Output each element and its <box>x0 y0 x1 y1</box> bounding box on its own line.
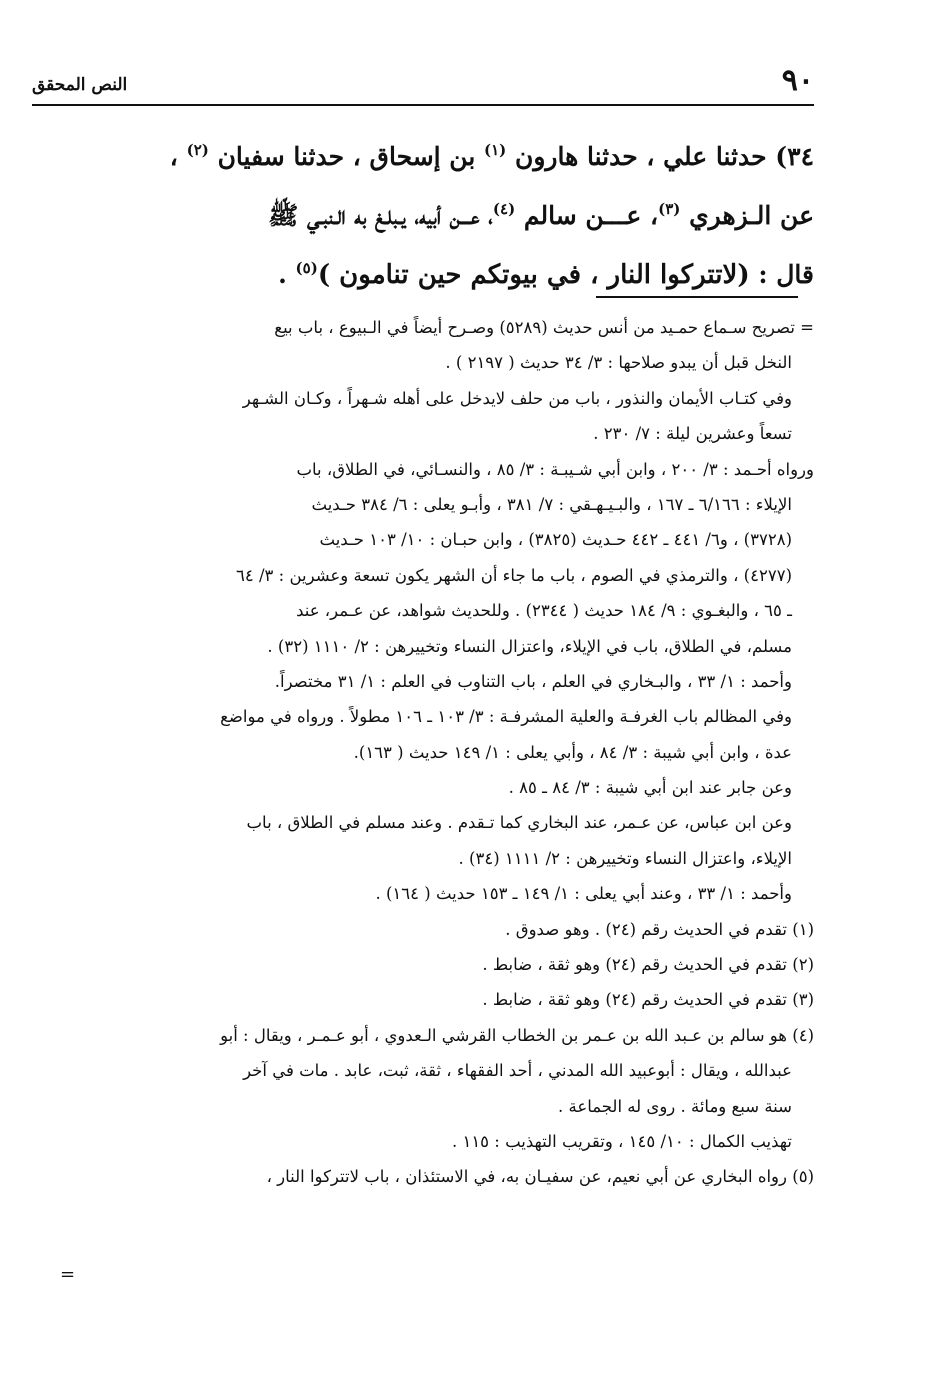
footnote-line: وأحمد : ١/ ٣٣ ، وعند أبي يعلى : ١/ ١٤٩ ـ ١٥٣ حديث ( ١٦٤) . <box>375 884 792 904</box>
footnote-separator <box>596 296 798 298</box>
continuation-mark: = <box>60 1264 76 1285</box>
hadith-text <box>32 124 814 302</box>
hadith-line-1: ٣٤) حدثنا علي ، حدثنا هارون $^{(١)}$ بن إسحاق ، حدثنا سفيان $^{(٢)}$ ، <box>169 141 814 171</box>
footnote-1: (١) تقدم في الحديث رقم (٢٤) . وهو صدوق . <box>505 919 814 939</box>
footnote-line: وفي المظالم باب الغرفـة والعلية المشرفـة : ٣/ ١٠٣ ـ ١٠٦ مطولاً . ورواه في مواضع <box>220 707 792 727</box>
page-header <box>32 62 814 106</box>
footnote-ref-1[interactable]: (١) <box>484 141 507 159</box>
footnote-2: (٢) تقدم في الحديث رقم (٢٤) وهو ثقة ، ضابط . <box>482 955 814 975</box>
footnote-line: النخل قبل أن يبدو صلاحها : ٣/ ٣٤ حديث ( ٢١٩٧ ) . <box>445 353 792 373</box>
footnote-ref-2[interactable]: (٢) <box>186 141 209 159</box>
footnote-line: وعن ابن عباس، عن عـمر، عند البخاري كما تـقدم . وعند مسلم في الطلاق ، باب <box>246 813 792 833</box>
footnote-3: (٣) تقدم في الحديث رقم (٢٤) وهو ثقة ، ضابط . <box>482 990 814 1010</box>
footnote-line: تسعاً وعشرين ليلة : ٧/ ٢٣٠ . <box>593 424 792 444</box>
footnote-line: عبدالله ، ويقال : أبوعبيد الله المدني ، أحد الفقهاء ، ثقة، ثبت، عابد . مات في آخر <box>243 1061 792 1081</box>
footnote-line: وفي كتـاب الأيمان والنذور ، باب من حلف لايدخل على أهله شـهراً ، وكـان الشـهر <box>242 388 792 408</box>
footnote-line: مسلم، في الطلاق، باب في الإيلاء، واعتزال النساء وتخييرهن : ٢/ ١١١٠ (٣٢) . <box>267 636 792 656</box>
footnote-4: (٤) هو سالم بن عـبد الله بن عـمر بن الخطاب القرشي الـعدوي ، أبو عـمـر ، ويقال : أبو <box>220 1025 814 1045</box>
footnote-line: (٣٧٢٨) ، و٦/ ٤٤١ ـ ٤٤٢ حـديث (٣٨٢٥) ، وابن حبـان : ١٠/ ١٠٣ حـديث <box>319 530 792 550</box>
footnote-line: = تصريح سـماع حمـيد من أنس حديث (٥٢٨٩) وصـرح أيضاً في الـبيوع ، باب بيع <box>274 318 814 337</box>
footnote-line: الإيلاء : ٦/١٦٦ ـ ١٦٧ ، والبـيـهـقي : ٧/ ٣٨١ ، وأبـو يعلى : ٦/ ٣٨٤ حـديث <box>311 494 792 514</box>
footnote-line: ورواه أحـمد : ٣/ ٢٠٠ ، وابن أبي شـيبـة : ٣/ ٨٥ ، والنسـائي، في الطلاق، باب <box>296 459 814 479</box>
footnote-ref-3[interactable]: (٣) <box>658 200 681 218</box>
page-number: ٩٠ <box>781 63 814 98</box>
running-title: النص المحقق <box>32 75 128 95</box>
footnote-line: ـ ٦٥ ، والبغـوي : ٩/ ١٨٤ حديث ( ٢٣٤٤) . وللحديث شواهد، عن عـمر، عند <box>296 601 792 621</box>
footnote-ref-4[interactable]: (٤) <box>492 200 516 218</box>
footnote-line: وأحمد : ١/ ٣٣ ، والبـخاري في العلم ، باب التناوب في العلم : ١/ ٣١ مختصراً. <box>274 671 792 691</box>
footnote-line: (٤٢٧٧) ، والترمذي في الصوم ، باب ما جاء أن الشهر يكون تسعة وعشرين : ٣/ ٦٤ <box>235 565 792 585</box>
footnote-5: (٥) رواه البخاري عن أبي نعيم، عن سفيـان به، في الاستئذان ، باب لاتتركوا النار ، <box>266 1167 814 1187</box>
footnotes <box>32 310 814 1195</box>
footnote-line: وعن جابر عند ابن أبي شيبة : ٣/ ٨٤ ـ ٨٥ . <box>508 778 792 798</box>
hadith-quote: (لاتتركوا النار ، في بيوتكم حين تنامون ) <box>317 260 750 290</box>
hadith-line-3: قال : (لاتتركوا النار ، في بيوتكم حين تنامون )$^{(٥)}$ . <box>278 259 814 290</box>
footnote-ref-5[interactable]: (٥) <box>295 259 318 277</box>
footnote-line: عدة ، وابن أبي شيبة : ٣/ ٨٤ ، وأبي يعلى : ١/ ١٤٩ حديث ( ١٦٣). <box>353 742 792 762</box>
hadith-line-2: عن الـزهري $^{(٣)}$، عـــن سالم $^{(٤)}$، عـــن أبيه، يـبلـغ به الـنبـي ﷺ <box>268 200 814 230</box>
footnote-line: الإيلاء، واعتزال النساء وتخييرهن : ٢/ ١١١١ (٣٤) . <box>458 848 792 868</box>
footnote-line: سنة سبع ومائة . روى له الجماعة . <box>558 1096 792 1116</box>
footnote-line: تهذيب الكمال : ١٠/ ١٤٥ ، وتقريب التهذيب : ١١٥ . <box>451 1131 792 1151</box>
